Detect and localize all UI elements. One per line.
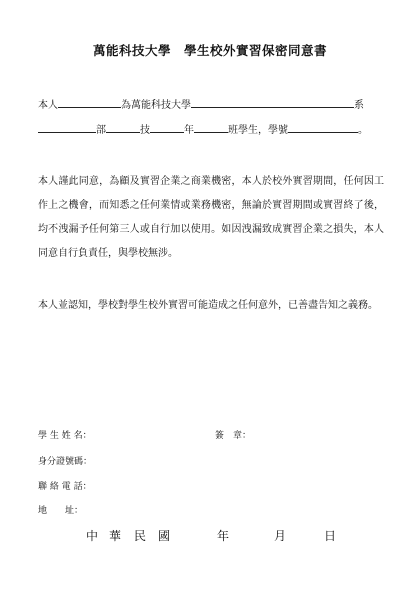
date-char: 國 — [158, 529, 171, 543]
date-day: 日 — [324, 529, 337, 543]
address-label: 地 址： — [38, 506, 84, 516]
date-char: 民 — [134, 529, 147, 543]
student-name-label: 學 生 姓 名： — [38, 431, 92, 441]
signature-label: 簽 章： — [215, 431, 252, 441]
blank-department[interactable] — [191, 97, 354, 108]
intro-text: 班學生，學號 — [228, 125, 288, 136]
blank-name[interactable] — [58, 97, 121, 108]
blank-class[interactable] — [194, 122, 228, 133]
intro-text: 技 — [140, 125, 150, 136]
phone-label: 聯 絡 電 話： — [38, 482, 92, 492]
intro-line-1 — [38, 97, 364, 112]
blank-year[interactable] — [150, 122, 184, 133]
intro-text: 年 — [184, 125, 194, 136]
id-number-label: 身分證號碼： — [38, 457, 93, 467]
document-title: 萬能科技大學 學生校外實習保密同意書 — [92, 43, 327, 58]
blank-division[interactable] — [38, 122, 96, 133]
intro-text: 。 — [358, 125, 368, 136]
date-year: 年 — [217, 529, 230, 543]
blank-program[interactable] — [106, 122, 140, 133]
date-char: 華 — [109, 529, 122, 543]
intro-line-2 — [38, 122, 368, 137]
date-char: 中 — [86, 529, 99, 543]
intro-text: 部 — [96, 125, 106, 136]
notice-paragraph: 本人並認知，學校對學生校外實習可能造成之任何意外，已善盡告知之義務。 — [38, 300, 378, 311]
confidentiality-paragraph: 本人謹此同意，為顧及實習企業之商業機密，本人於校外實習期間，任何因工作上之機會，而知悉之任何業情或業務機密，無論於實習期間或實習終了後，均不洩漏予任何第三人或自行加以使用。如因洩漏致成實習企業之損失，本人同意自行負責任，與學校無涉。 — [38, 176, 384, 259]
blank-student-id[interactable] — [288, 122, 358, 133]
intro-text: 系 — [354, 100, 364, 111]
date-month: 月 — [274, 529, 287, 543]
intro-text: 本人 — [38, 100, 58, 111]
intro-text: 為萬能科技大學 — [121, 100, 191, 111]
